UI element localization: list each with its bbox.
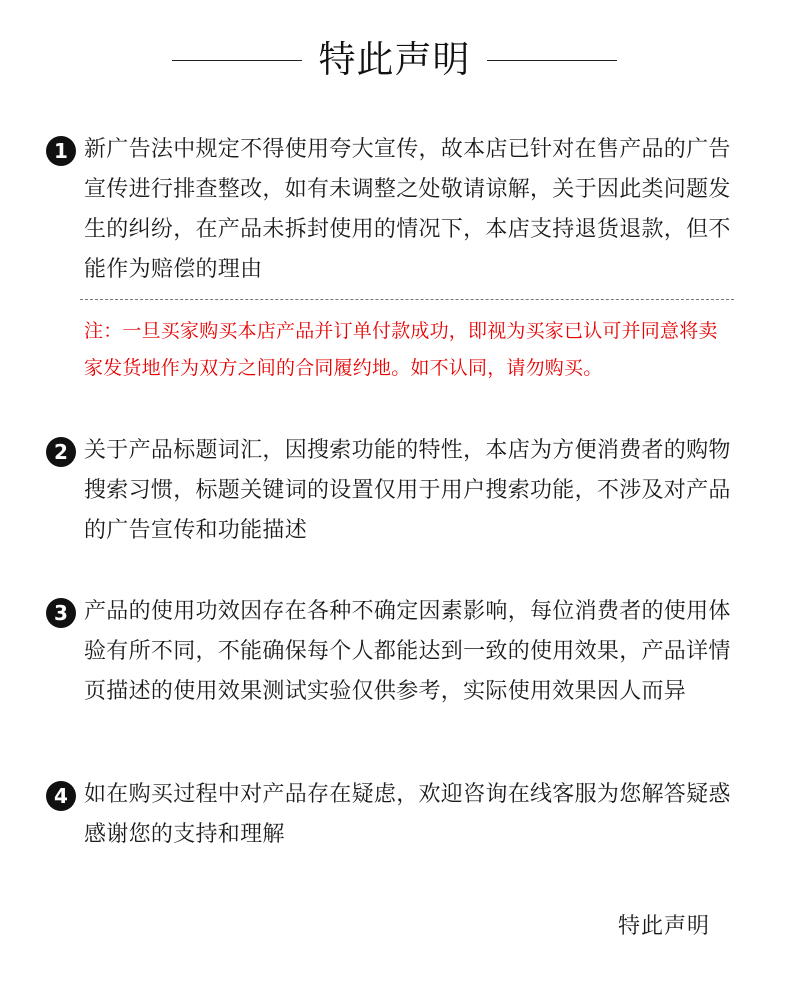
statement-text-4: 如在购买过程中对产品存在疑虑，欢迎咨询在线客服为您解答疑惑感谢您的支持和理解: [84, 782, 731, 847]
number-badge-1: 1: [46, 136, 76, 166]
statement-text-2: 关于产品标题词汇，因搜索功能的特性，本店为方便消费者的购物搜索习惯，标题关键词的设置仅用于用户搜索功能，不涉及对产品的广告宣传和功能描述: [84, 438, 731, 543]
number-badge-3: 3: [46, 598, 76, 628]
statement-text-1: 新广告法中规定不得使用夸大宣传，故本店已针对在售产品的广告宣传进行排查整改，如有未调整之处敬请谅解，关于因此类问题发生的纠纷，在产品未拆封使用的情况下，本店支持退货退款，但不能作为赔偿的理由: [84, 137, 731, 282]
title-rule-right: [487, 60, 617, 61]
header: [0, 38, 790, 84]
number-badge-2: 2: [46, 437, 76, 467]
dashed-divider: [80, 299, 734, 300]
statement-text-3: 产品的使用功效因存在各种不确定因素影响，每位消费者的使用体验有所不同，不能确保每个人都能达到一致的使用效果，产品详情页描述的使用效果测试实验仅供参考，实际使用效果因人而异: [84, 599, 731, 704]
closing-signature: 特此声明: [618, 914, 711, 939]
number-badge-4: 4: [46, 781, 76, 811]
page-title: 特此声明: [318, 38, 471, 81]
title-rule-left: [172, 60, 302, 61]
notice-text: 注：一旦买家购买本店产品并订单付款成功，即视为买家已认可并同意将卖家发货地作为双方之间的合同履约地。如不认同，请勿购买。: [84, 320, 718, 379]
